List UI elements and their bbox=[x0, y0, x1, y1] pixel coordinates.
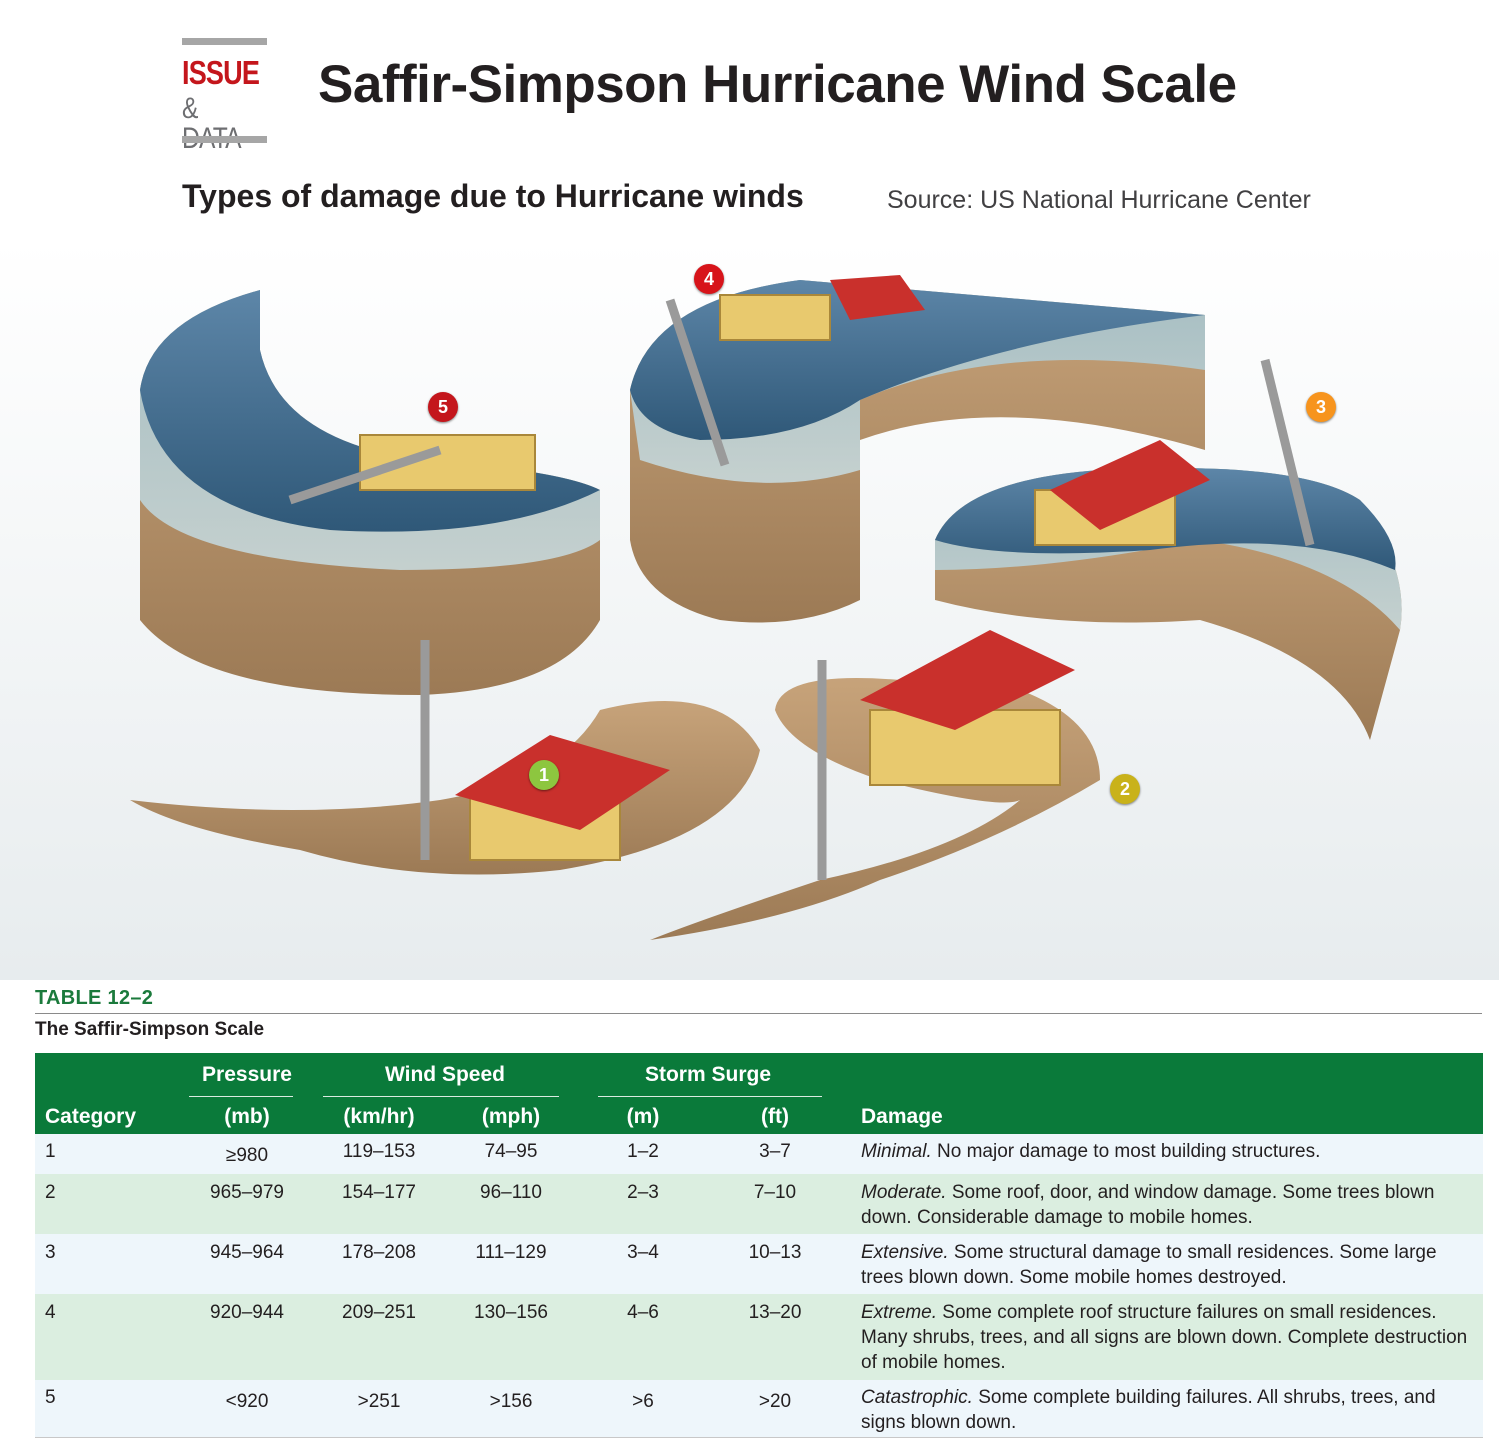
cell-damage bbox=[861, 1139, 1473, 1164]
damage-description: Some structural damage to small residences. Some large trees blown down. Some mobile homes destroyed. bbox=[861, 1242, 1437, 1288]
table-row bbox=[35, 1380, 1483, 1437]
header-pressure-rule bbox=[189, 1096, 293, 1097]
cell-damage bbox=[861, 1240, 1473, 1290]
header-surge-m: (m) bbox=[626, 1105, 660, 1128]
damage-level: Extensive. bbox=[861, 1242, 949, 1263]
header-wind-kmh: (km/hr) bbox=[343, 1105, 415, 1128]
cell-wind-kmh: 119–153 bbox=[342, 1141, 416, 1162]
cell-surge-ft: 7–10 bbox=[753, 1182, 797, 1203]
badge-category-2-number: 2 bbox=[1119, 778, 1130, 799]
damage-level: Minimal. bbox=[861, 1141, 932, 1162]
header-storm-surge: Storm Surge bbox=[644, 1063, 772, 1086]
badge-category-5 bbox=[428, 392, 458, 422]
damage-description: Some complete building failures. All shrubs, trees, and signs blown down. bbox=[861, 1387, 1436, 1433]
cell-surge-m: 4–6 bbox=[627, 1302, 659, 1323]
badge-category-1 bbox=[529, 760, 559, 790]
table-row bbox=[35, 1234, 1483, 1294]
badge-category-3 bbox=[1306, 392, 1336, 422]
source-credit: Source: US National Hurricane Center bbox=[887, 186, 1311, 214]
cell-category: 4 bbox=[45, 1302, 56, 1323]
damage-description: No major damage to most building structures. bbox=[931, 1141, 1321, 1162]
cell-surge-m: 2–3 bbox=[627, 1182, 659, 1203]
cell-damage bbox=[861, 1180, 1473, 1230]
table-row bbox=[35, 1294, 1483, 1380]
table-row bbox=[35, 1134, 1483, 1174]
logo-bottom-bar bbox=[182, 136, 267, 143]
header-pressure: Pressure bbox=[202, 1063, 292, 1086]
cell-damage bbox=[861, 1385, 1473, 1435]
logo-top-bar bbox=[182, 38, 267, 45]
cell-wind-kmh: >251 bbox=[357, 1391, 401, 1412]
badge-category-3-number: 3 bbox=[1315, 396, 1326, 417]
cell-pressure: 945–964 bbox=[210, 1242, 284, 1263]
illustration-svg bbox=[0, 240, 1499, 980]
cell-pressure: 965–979 bbox=[210, 1182, 284, 1203]
cell-wind-kmh: 209–251 bbox=[342, 1302, 416, 1323]
table-label-rule bbox=[35, 1013, 1482, 1014]
header-wind-rule bbox=[323, 1096, 559, 1097]
cell-wind-mph: 96–110 bbox=[480, 1182, 542, 1203]
cell-surge-ft: 3–7 bbox=[759, 1141, 791, 1162]
cell-category: 1 bbox=[45, 1141, 56, 1162]
badge-category-4-number: 4 bbox=[703, 268, 714, 289]
cell-wind-mph: 111–129 bbox=[475, 1242, 547, 1263]
page-subtitle: Types of damage due to Hurricane winds bbox=[182, 178, 804, 214]
cell-surge-ft: 13–20 bbox=[748, 1302, 802, 1323]
cell-surge-ft: 10–13 bbox=[748, 1242, 802, 1263]
damage-description: Some roof, door, and window damage. Some trees blown down. Considerable damage to mobile homes. bbox=[861, 1182, 1435, 1228]
table-caption: The Saffir-Simpson Scale bbox=[35, 1019, 265, 1040]
damage-level: Moderate. bbox=[861, 1182, 947, 1203]
damage-description: Some complete roof structure failures on small residences. Many shrubs, trees, and all signs are blown down. Complete destruction of mobile homes. bbox=[861, 1302, 1468, 1373]
cell-category: 5 bbox=[45, 1387, 56, 1408]
cell-surge-m: >6 bbox=[632, 1391, 654, 1412]
badge-category-4 bbox=[694, 264, 724, 294]
header-category: Category bbox=[45, 1105, 137, 1128]
damage-level: Catastrophic. bbox=[861, 1387, 973, 1408]
page-title: Saffir-Simpson Hurricane Wind Scale bbox=[318, 55, 1237, 114]
damage-level: Extreme. bbox=[861, 1302, 938, 1323]
cell-wind-kmh: 154–177 bbox=[342, 1182, 416, 1203]
table-row bbox=[35, 1174, 1483, 1234]
badge-category-1-number: 1 bbox=[538, 764, 549, 785]
cell-surge-m: 1–2 bbox=[627, 1141, 659, 1162]
issue-data-logo bbox=[182, 38, 268, 146]
cell-pressure: 920–944 bbox=[210, 1302, 284, 1323]
cell-wind-mph: 130–156 bbox=[474, 1302, 548, 1323]
cell-category: 2 bbox=[45, 1182, 56, 1203]
table-bottom-rule bbox=[35, 1437, 1483, 1438]
logo-data-text: & bbox=[182, 92, 198, 125]
cell-pressure: <920 bbox=[225, 1391, 269, 1412]
badge-category-2 bbox=[1110, 774, 1140, 804]
header-pressure-unit: (mb) bbox=[224, 1105, 270, 1128]
logo-issue-text: ISSUE bbox=[182, 54, 260, 91]
cell-wind-mph: 74–95 bbox=[484, 1141, 538, 1162]
cell-pressure: ≥980 bbox=[225, 1145, 269, 1166]
header-surge-ft: (ft) bbox=[761, 1105, 789, 1128]
header-wind-speed: Wind Speed bbox=[385, 1063, 505, 1086]
header-surge-rule bbox=[598, 1096, 822, 1097]
cell-surge-ft: >20 bbox=[758, 1391, 792, 1412]
cell-damage bbox=[861, 1300, 1473, 1375]
cell-category: 3 bbox=[45, 1242, 56, 1263]
cell-surge-m: 3–4 bbox=[627, 1242, 659, 1263]
cell-wind-kmh: 178–208 bbox=[342, 1242, 416, 1263]
table-header bbox=[35, 1053, 1483, 1134]
badge-category-5-number: 5 bbox=[437, 396, 448, 417]
cell-wind-mph: >156 bbox=[489, 1391, 533, 1412]
header-damage: Damage bbox=[861, 1105, 943, 1128]
header-wind-mph: (mph) bbox=[481, 1105, 541, 1128]
hurricane-damage-illustration bbox=[0, 240, 1499, 980]
table-label: TABLE 12–2 bbox=[35, 987, 154, 1009]
